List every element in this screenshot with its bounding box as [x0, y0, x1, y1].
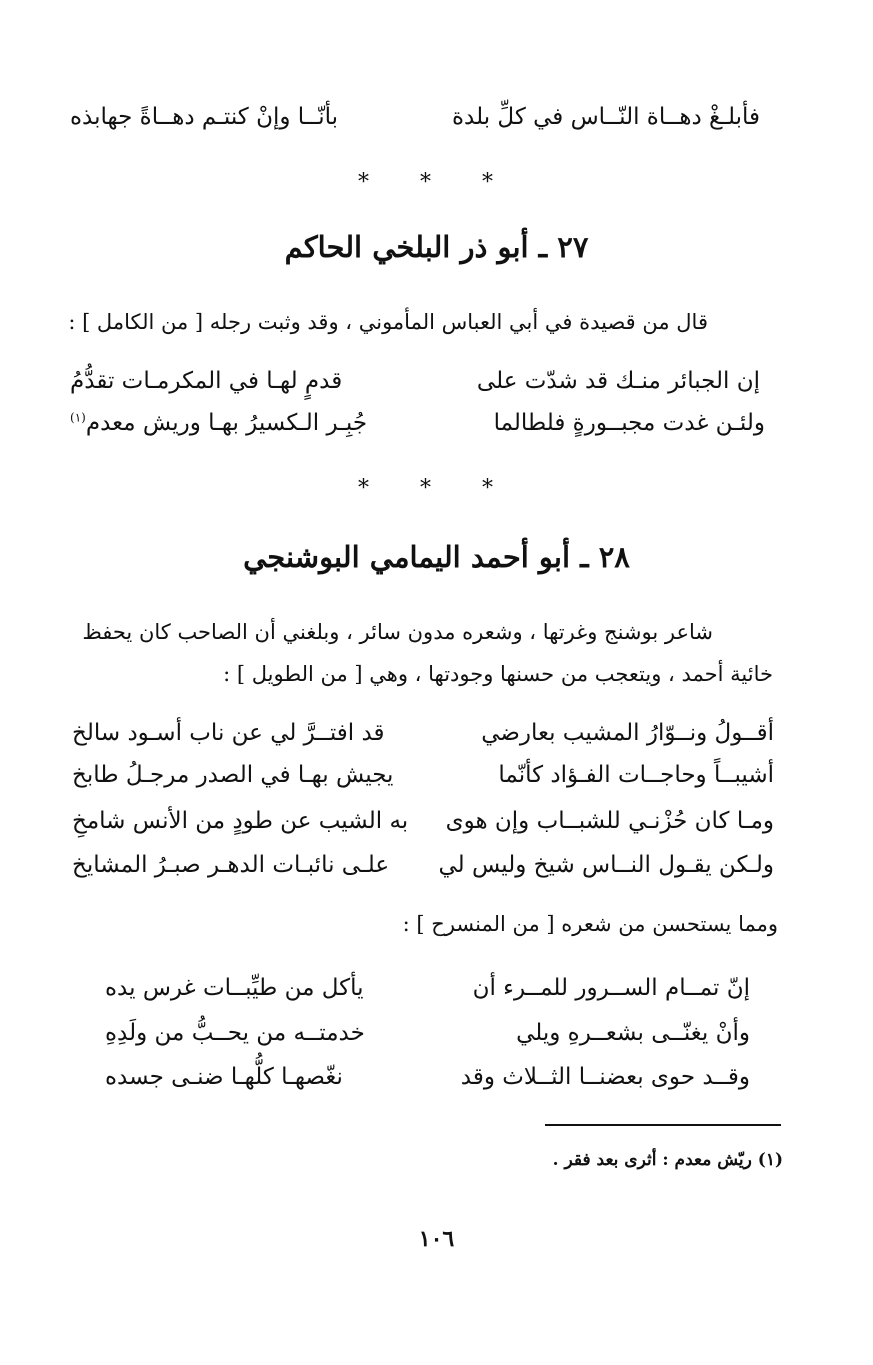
section-separator: * * * — [358, 170, 515, 195]
section-28-second-intro: ومما يستحسن من شعره [ من المنسرح ] : — [402, 912, 778, 936]
verse-second-hemistich: قد افتــرَّ لي عن ناب أسـود سالخ — [72, 720, 385, 746]
verse-first-hemistich: إنّ تمــام الســرور للمــرء أن — [472, 975, 750, 1001]
verse-first-hemistich: وأنْ يغنّــى بشعــرهِ ويلي — [516, 1020, 750, 1046]
verse-second-hemistich: قدمٍ لهـا في المكرمـات تقدُّمُ — [70, 368, 343, 394]
section-27-intro: قال من قصيدة في أبي العباس المأموني ، وقد وثبت رجله [ من الكامل ] : — [68, 310, 708, 334]
verse-second-hemistich: يأكل من طيِّبــات غرس يده — [105, 975, 364, 1001]
verse-first-hemistich: إن الجبائر منـك قد شدّت على — [476, 368, 760, 394]
section-heading-27: ٢٧ ـ أبو ذر البلخي الحاكم — [284, 230, 589, 264]
verse-line — [72, 852, 774, 878]
verse-first-hemistich: أقــولُ ونــوّارُ المشيب بعارضي — [481, 720, 774, 746]
verse-first-hemistich: ومـا كان حُزْنـي للشبــاب وإن هوى — [445, 808, 774, 834]
verse-second-hemistich — [70, 410, 367, 436]
verse-second-hemistich: علـى نائبـات الدهـر صبـرُ المشايخ — [72, 852, 390, 878]
section-separator: * * * — [358, 476, 515, 501]
verse-line — [70, 410, 765, 436]
section-heading-28: ٢٨ ـ أبو أحمد اليمامي البوشنجي — [243, 540, 630, 574]
page-number: ١٠٦ — [418, 1226, 455, 1252]
verse-second-hemistich-text: جُبِـر الـكسيرُ بهـا وريش معدم — [85, 410, 368, 436]
verse-line — [105, 975, 750, 1001]
footnote-marker[interactable]: (١) — [70, 410, 86, 425]
verse-second-hemistich: خدمتــه من يحــبُّ من ولَدِهِ — [105, 1020, 365, 1046]
verse-first-hemistich: فأبلـغْ دهــاة النّــاس في كلِّ بلدة — [451, 104, 760, 130]
verse-line — [72, 808, 774, 834]
section-28-intro-line: خائية أحمد ، ويتعجب من حسنها وجودتها ، وهي [ من الطويل ] : — [223, 662, 773, 686]
verse-second-hemistich: يجيش بهـا في الصدر مرجـلُ طابخ — [72, 762, 394, 788]
verse-second-hemistich: به الشيب عن طودٍ من الأنس شامخِ — [72, 808, 409, 834]
verse-first-hemistich: أشيبــاً وحاجــات الفـؤاد كأنّما — [498, 762, 774, 788]
verse-first-hemistich: ولـكن يقـول النــاس شيخ وليس لي — [438, 852, 774, 878]
verse-line — [70, 104, 760, 130]
verse-line — [105, 1020, 750, 1046]
verse-line — [105, 1064, 750, 1090]
verse-line — [70, 368, 760, 394]
verse-first-hemistich: وقــد حوى بعضنــا الثــلاث وقد — [460, 1064, 750, 1090]
verse-second-hemistich: نغّصهـا كلُّهـا ضنـى جسده — [105, 1064, 343, 1090]
section-28-intro-line: شاعر بوشنج وغرتها ، وشعره مدون سائر ، وبلغني أن الصاحب كان يحفظ — [82, 620, 713, 644]
verse-first-hemistich: ولئـن غدت مجبــورةٍ فلطالما — [493, 410, 765, 436]
footnote: (١) ريّش معدم : أثرى بعد فقر . — [552, 1150, 783, 1170]
verse-line — [72, 720, 774, 746]
verse-second-hemistich: بأنّــا وإنْ كنتـم دهــاةً جهابذه — [70, 104, 339, 130]
verse-line — [72, 762, 774, 788]
footnote-divider — [545, 1124, 781, 1126]
